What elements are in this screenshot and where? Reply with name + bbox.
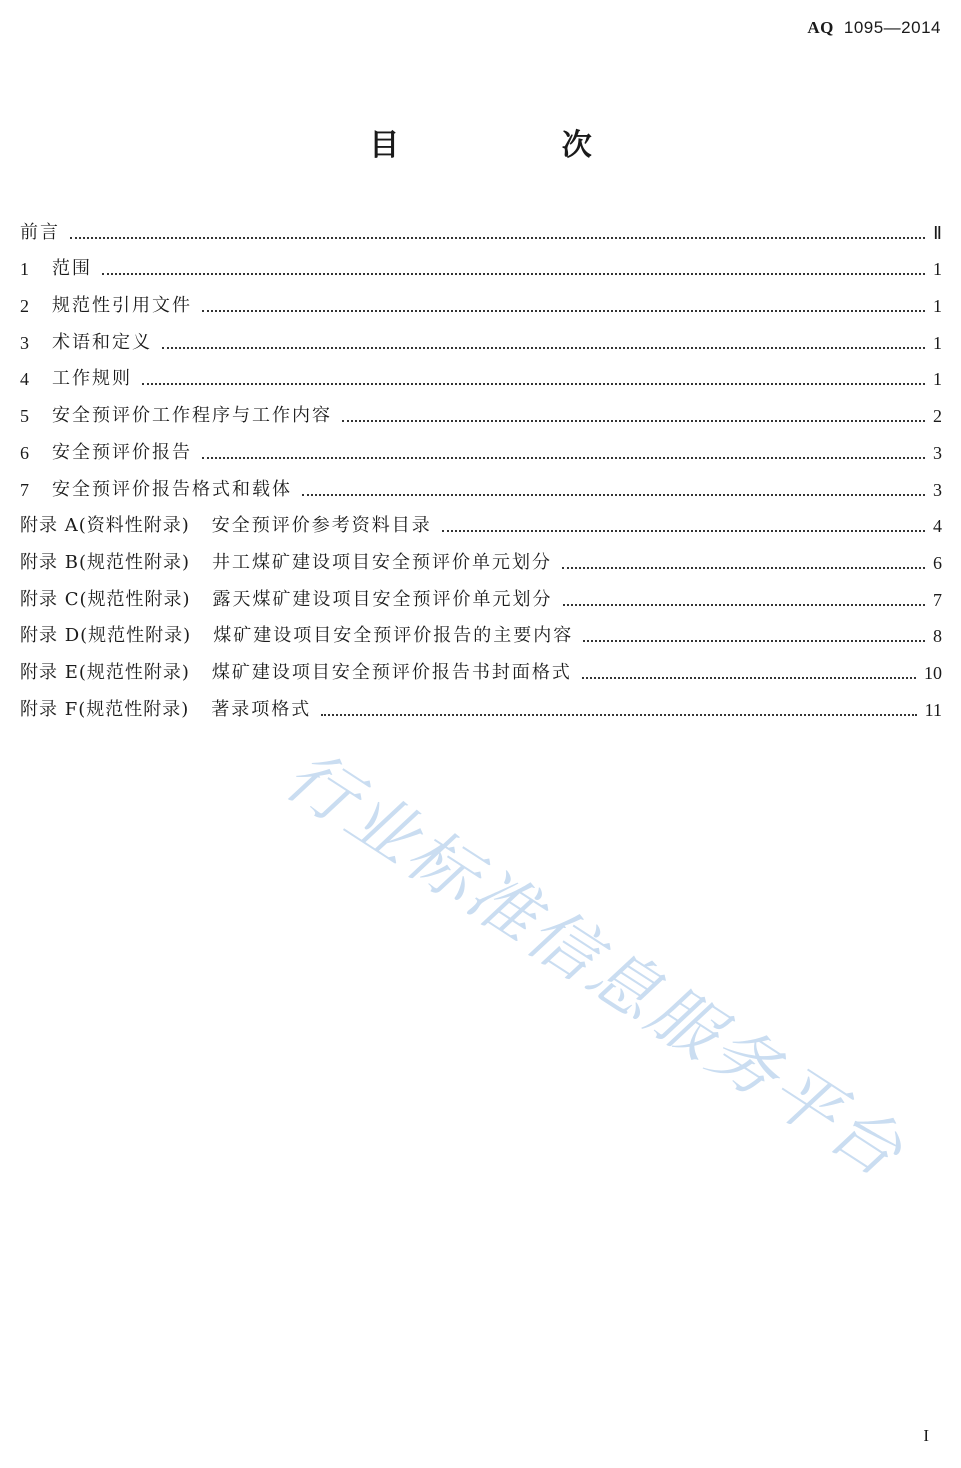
toc-entry-2[interactable] xyxy=(20,287,942,324)
toc-entry-title: 工作规则 xyxy=(52,368,132,390)
page-number: I xyxy=(923,1426,929,1445)
appendix-title: 煤矿建设项目安全预评价报告的主要内容 xyxy=(213,625,574,647)
toc-entry-page: Ⅱ xyxy=(933,222,942,243)
watermark-text: 行业标准信息服务平台 xyxy=(271,735,919,1195)
toc-entry-title: 范围 xyxy=(52,258,92,280)
appendix-label: 附录 E(规范性附录) xyxy=(20,661,190,683)
toc-entry-appendix-a[interactable] xyxy=(20,508,942,545)
toc-leader-dots xyxy=(563,604,925,606)
appendix-label: 附录 C(规范性附录) xyxy=(20,588,191,610)
toc-leader-dots xyxy=(583,640,925,642)
toc-entry-page: 3 xyxy=(933,442,942,463)
toc-entry-title: 术语和定义 xyxy=(52,331,152,353)
toc-entry-number: 4 xyxy=(20,369,29,390)
toc-leader-dots xyxy=(202,310,925,312)
toc-entry-title: 规范性引用文件 xyxy=(52,295,192,317)
toc-entry-6[interactable] xyxy=(20,434,942,471)
toc-leader-dots xyxy=(442,530,925,532)
toc-entry-5[interactable] xyxy=(20,397,942,434)
appendix-label: 附录 F(规范性附录) xyxy=(20,698,190,720)
toc-entry-page: 10 xyxy=(924,662,942,683)
standard-code xyxy=(807,18,941,38)
toc-entry-page: 1 xyxy=(933,259,942,280)
toc-entry-title: 安全预评价工作程序与工作内容 xyxy=(52,405,332,427)
toc-entry-number: 1 xyxy=(20,259,29,280)
toc-entry-number: 3 xyxy=(20,332,29,353)
toc-entry-page: 3 xyxy=(933,479,942,500)
toc-entry-appendix-e[interactable] xyxy=(20,654,942,691)
toc-entry-page: 8 xyxy=(933,626,942,647)
toc-entry-foreword[interactable] xyxy=(20,214,942,251)
toc-entry-appendix-c[interactable] xyxy=(20,581,942,618)
toc-entry-number: 7 xyxy=(20,479,29,500)
toc-entry-page: 6 xyxy=(933,552,942,573)
appendix-title: 安全预评价参考资料目录 xyxy=(211,515,432,537)
toc-entry-page: 1 xyxy=(933,296,942,317)
toc-leader-dots xyxy=(102,273,925,275)
appendix-label: 附录 D(规范性附录) xyxy=(20,625,192,647)
toc-entry-3[interactable] xyxy=(20,324,942,361)
toc-entry-page: 4 xyxy=(933,516,942,537)
toc-entry-title: 前言 xyxy=(20,221,60,243)
toc-entry-1[interactable] xyxy=(20,251,942,288)
standard-number: 1095—2014 xyxy=(843,18,941,37)
toc-entry-title: 安全预评价报告 xyxy=(52,441,192,463)
appendix-title: 著录项格式 xyxy=(211,698,312,720)
toc-leader-dots xyxy=(321,714,916,716)
toc-entry-page: 2 xyxy=(933,406,942,427)
toc-list xyxy=(20,214,942,728)
toc-leader-dots xyxy=(582,677,916,679)
toc-leader-dots xyxy=(342,420,925,422)
toc-entry-appendix-b[interactable] xyxy=(20,544,942,581)
toc-entry-page: 11 xyxy=(924,699,942,720)
toc-entry-number: 5 xyxy=(20,406,29,427)
toc-leader-dots xyxy=(142,383,925,385)
toc-entry-number: 2 xyxy=(20,296,29,317)
appendix-title: 露天煤矿建设项目安全预评价单元划分 xyxy=(212,588,553,610)
toc-leader-dots xyxy=(202,457,925,459)
toc-leader-dots xyxy=(162,347,925,349)
toc-title: 目 次 xyxy=(369,128,668,163)
appendix-label: 附录 A(资料性附录) xyxy=(20,515,190,537)
appendix-label: 附录 B(规范性附录) xyxy=(20,551,190,573)
toc-entry-4[interactable] xyxy=(20,361,942,398)
appendix-title: 煤矿建设项目安全预评价报告书封面格式 xyxy=(211,661,572,683)
toc-leader-dots xyxy=(70,237,925,239)
toc-entry-title: 安全预评价报告格式和载体 xyxy=(52,478,292,500)
toc-entry-page: 7 xyxy=(933,589,942,610)
toc-entry-appendix-f[interactable] xyxy=(20,691,942,728)
toc-entry-page: 1 xyxy=(933,332,942,353)
toc-entry-number: 6 xyxy=(20,442,29,463)
toc-entry-7[interactable] xyxy=(20,471,942,508)
toc-entry-appendix-d[interactable] xyxy=(20,618,942,655)
toc-entry-page: 1 xyxy=(933,369,942,390)
appendix-title: 井工煤矿建设项目安全预评价单元划分 xyxy=(212,551,552,573)
toc-leader-dots xyxy=(562,567,925,569)
standard-prefix: AQ xyxy=(807,18,834,37)
toc-leader-dots xyxy=(302,494,925,496)
